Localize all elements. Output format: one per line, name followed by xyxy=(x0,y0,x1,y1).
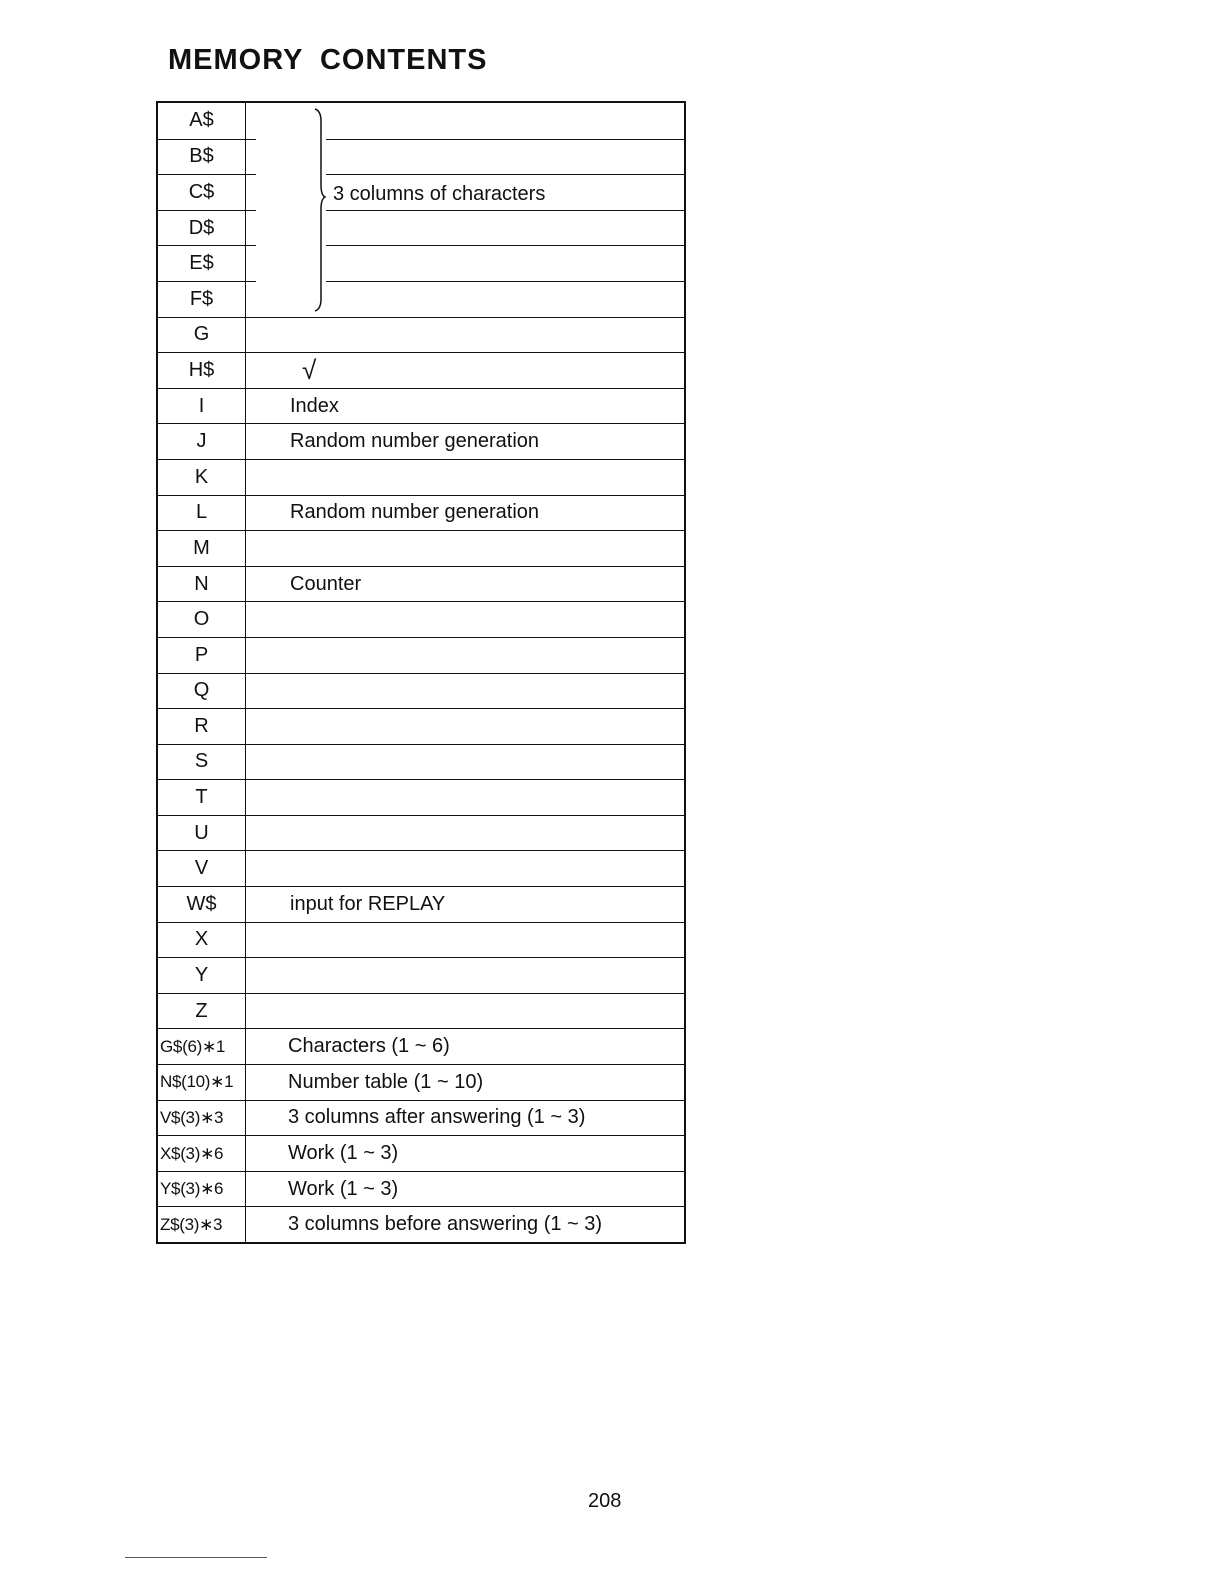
table-row xyxy=(158,850,684,886)
page-number: 208 xyxy=(588,1490,622,1512)
variable-name: D$ xyxy=(158,211,246,246)
variable-name: R xyxy=(158,709,246,744)
table-row xyxy=(158,423,684,459)
variable-name: Z$(3)∗3 xyxy=(158,1207,246,1242)
table-row xyxy=(158,566,684,602)
variable-name: S xyxy=(158,745,246,780)
variable-name: L xyxy=(158,496,246,531)
variable-content xyxy=(246,780,684,815)
table-row xyxy=(158,1028,684,1064)
variable-content xyxy=(246,211,684,246)
variable-content xyxy=(246,816,684,851)
variable-name: E$ xyxy=(158,246,246,281)
table-row xyxy=(158,352,684,388)
footer-rule xyxy=(125,1557,267,1558)
table-row xyxy=(158,1135,684,1171)
variable-name: A$ xyxy=(158,103,246,139)
table-row xyxy=(158,174,684,210)
variable-content xyxy=(246,674,684,709)
variable-content xyxy=(246,175,684,210)
variable-name: V xyxy=(158,851,246,886)
variable-content: Work (1 ~ 3) xyxy=(288,1142,399,1165)
variable-content xyxy=(246,460,684,495)
table-row xyxy=(158,139,684,175)
variable-name: F$ xyxy=(158,282,246,317)
table-row xyxy=(158,886,684,922)
variable-content: Number table (1 ~ 10) xyxy=(288,1070,484,1093)
variable-content xyxy=(246,851,684,886)
variable-name: N xyxy=(158,567,246,602)
table-row xyxy=(158,317,684,353)
table-row xyxy=(158,957,684,993)
table-row xyxy=(158,673,684,709)
table-row xyxy=(158,1100,684,1136)
check-mark-icon: √ xyxy=(302,354,317,385)
variable-content xyxy=(246,140,684,175)
table-row xyxy=(158,530,684,566)
variable-content xyxy=(246,709,684,744)
memory-contents-table xyxy=(156,101,686,1244)
variable-content: 3 columns before answering (1 ~ 3) xyxy=(288,1213,603,1236)
table-row xyxy=(158,601,684,637)
variable-name: X xyxy=(158,923,246,958)
table-row xyxy=(158,708,684,744)
variable-name: T xyxy=(158,780,246,815)
variable-name: Z xyxy=(158,994,246,1029)
variable-content: Random number generation xyxy=(290,430,540,453)
variable-content xyxy=(246,923,684,958)
bracket-note: 3 columns of characters xyxy=(333,183,546,205)
variable-name: C$ xyxy=(158,175,246,210)
variable-name: B$ xyxy=(158,140,246,175)
table-row xyxy=(158,993,684,1029)
variable-content xyxy=(246,994,684,1029)
variable-name: P xyxy=(158,638,246,673)
variable-content: Counter xyxy=(290,572,362,595)
variable-name: G$(6)∗1 xyxy=(158,1029,246,1064)
variable-name: U xyxy=(158,816,246,851)
table-row xyxy=(158,495,684,531)
table-row xyxy=(158,744,684,780)
page-title: MEMORY CONTENTS xyxy=(168,44,488,76)
variable-content: Characters (1 ~ 6) xyxy=(288,1035,450,1058)
variable-content xyxy=(246,318,684,353)
variable-name: J xyxy=(158,424,246,459)
variable-content: Index xyxy=(290,394,339,417)
variable-name: I xyxy=(158,389,246,424)
variable-content xyxy=(246,282,684,317)
table-row xyxy=(158,1171,684,1207)
variable-content: 3 columns after answering (1 ~ 3) xyxy=(288,1106,586,1129)
variable-name: M xyxy=(158,531,246,566)
table-row xyxy=(158,459,684,495)
variable-content: Random number generation xyxy=(290,501,540,524)
table-row xyxy=(158,779,684,815)
table-row xyxy=(158,245,684,281)
table-row xyxy=(158,281,684,317)
variable-name: Y$(3)∗6 xyxy=(158,1172,246,1207)
table-row xyxy=(158,210,684,246)
variable-name: K xyxy=(158,460,246,495)
variable-content xyxy=(246,103,684,139)
variable-name: Q xyxy=(158,674,246,709)
variable-name: Y xyxy=(158,958,246,993)
table-row xyxy=(158,637,684,673)
variable-content xyxy=(246,246,684,281)
table-row xyxy=(158,1064,684,1100)
variable-name: V$(3)∗3 xyxy=(158,1101,246,1136)
variable-name: H$ xyxy=(158,353,246,388)
variable-content xyxy=(246,958,684,993)
table-row xyxy=(158,815,684,851)
variable-name: W$ xyxy=(158,887,246,922)
variable-name: X$(3)∗6 xyxy=(158,1136,246,1171)
variable-content xyxy=(246,602,684,637)
table-row xyxy=(158,388,684,424)
variable-content xyxy=(246,638,684,673)
variable-name: G xyxy=(158,318,246,353)
table-row xyxy=(158,103,684,139)
table-row xyxy=(158,1206,684,1242)
variable-name: N$(10)∗1 xyxy=(158,1065,246,1100)
table-row xyxy=(158,922,684,958)
variable-content xyxy=(246,745,684,780)
variable-content: input for REPLAY xyxy=(290,892,446,915)
variable-content xyxy=(246,531,684,566)
variable-content: Work (1 ~ 3) xyxy=(288,1177,399,1200)
variable-name: O xyxy=(158,602,246,637)
